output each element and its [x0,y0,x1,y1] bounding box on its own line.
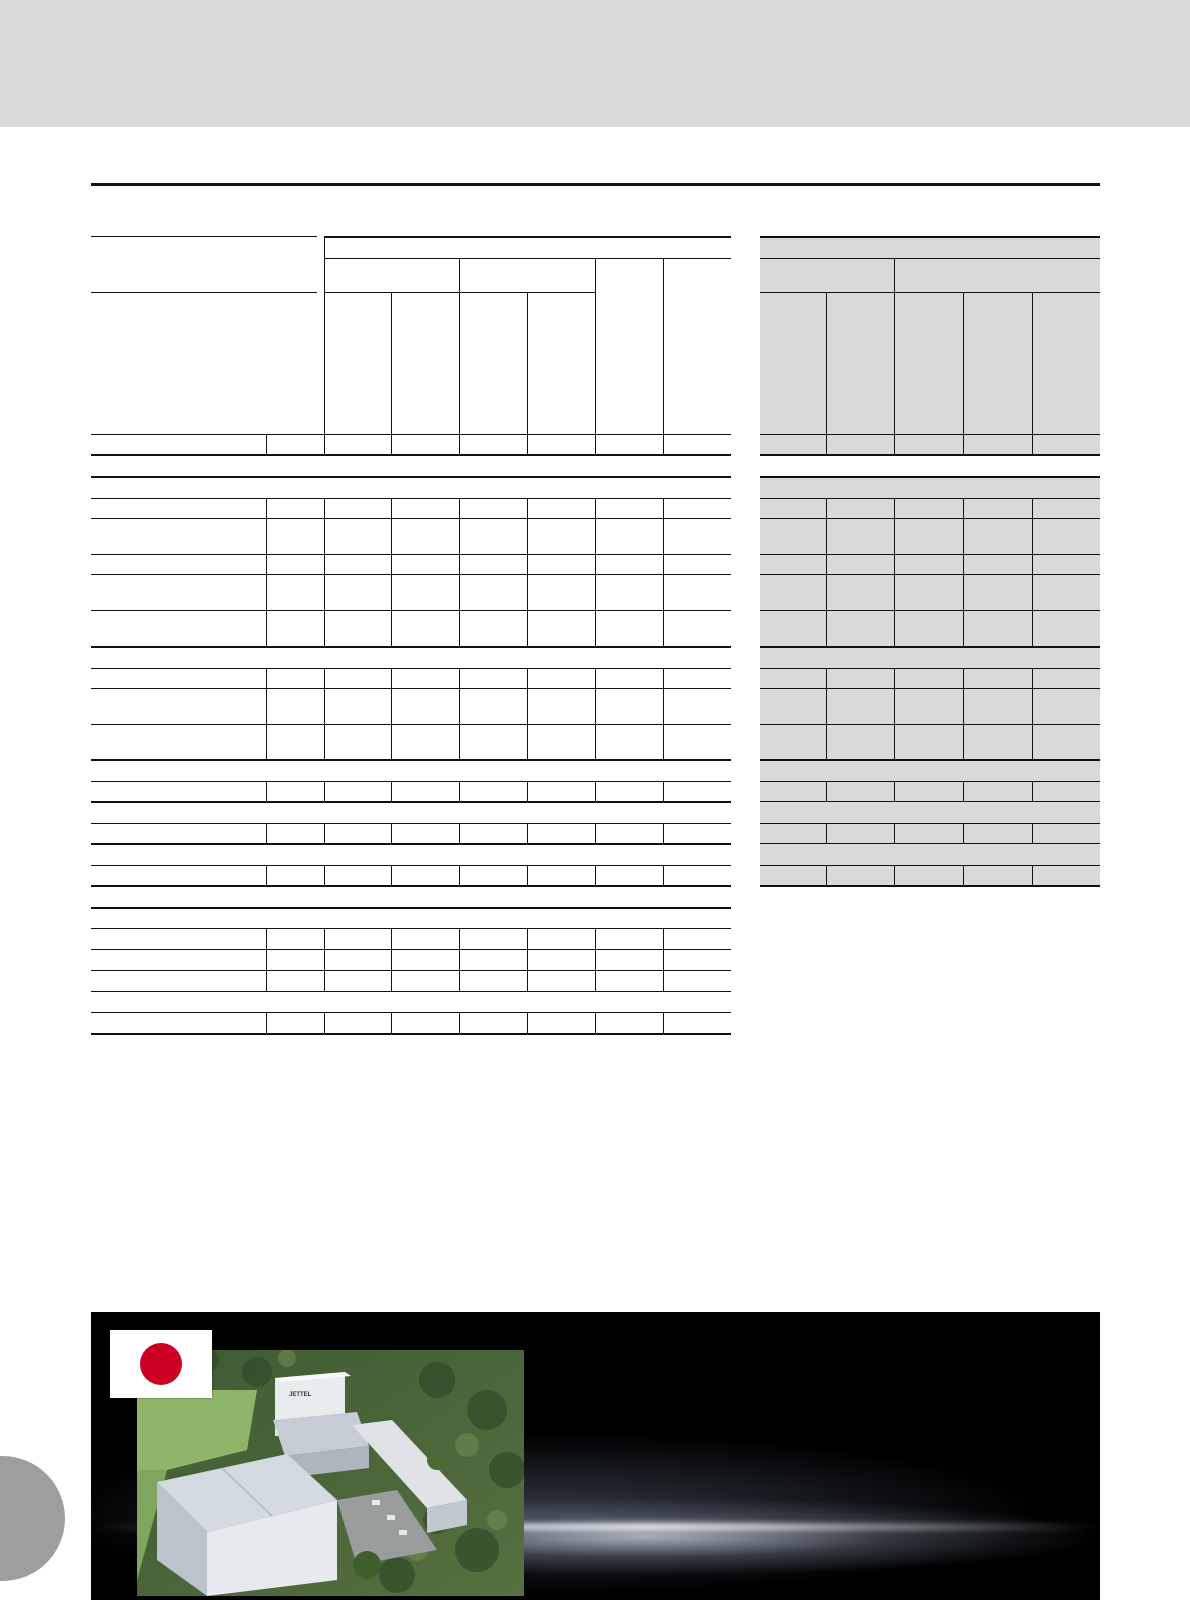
cell-divider [324,949,325,970]
cell-divider [324,865,325,885]
cell-divider [324,724,325,759]
cell-divider [527,970,528,991]
cell-divider [595,865,596,885]
cell-divider [663,865,664,885]
cell-divider [459,949,460,970]
cell-divider [324,554,325,574]
cell-divider [663,1012,664,1033]
cell-divider [1032,610,1033,646]
cell-divider [595,668,596,688]
cell-divider [1032,554,1033,574]
cell-divider [266,688,267,724]
cell-divider [894,518,895,554]
cell-divider [826,518,827,554]
cell-divider [266,949,267,970]
cell-divider [1032,724,1033,759]
cell-divider [527,554,528,574]
cell-divider [894,498,895,518]
cell-divider [663,823,664,843]
cell-divider [663,668,664,688]
cell-divider [1032,781,1033,801]
cell-divider [963,823,964,843]
cell-divider [595,1012,596,1033]
cell-divider [1032,518,1033,554]
cell-divider [459,688,460,724]
cell-divider [663,610,664,646]
cell-divider [826,554,827,574]
cell-divider [1032,688,1033,724]
cell-divider [595,949,596,970]
cell-divider [324,970,325,991]
cell-divider [963,781,964,801]
cell-divider [595,518,596,554]
cell-divider [266,554,267,574]
cell-divider [459,781,460,801]
cell-divider [663,781,664,801]
cell-divider [963,498,964,518]
cell-divider [1032,668,1033,688]
cell-divider [391,823,392,843]
cell-divider [324,1012,325,1033]
cell-divider [963,610,964,646]
cell-divider [826,688,827,724]
cell-divider [266,928,267,949]
cell-divider [826,610,827,646]
cell-divider [894,724,895,759]
cell-divider [663,949,664,970]
header-band [0,0,1190,127]
cell-divider [391,970,392,991]
cell-divider [266,970,267,991]
cell-divider [894,554,895,574]
cell-divider [266,574,267,610]
japan-flag-icon [110,1330,212,1398]
cell-divider [595,574,596,610]
cell-divider [894,574,895,610]
cell-divider [963,668,964,688]
cell-divider [459,518,460,554]
cell-divider [894,865,895,885]
cell-divider [459,574,460,610]
cell-divider [527,574,528,610]
cell-divider [1032,865,1033,885]
cell-divider [527,928,528,949]
cell-divider [595,970,596,991]
cell-divider [595,610,596,646]
cell-divider [527,498,528,518]
cell-divider [391,668,392,688]
cell-divider [595,781,596,801]
cell-divider [663,498,664,518]
cell-divider [663,724,664,759]
cell-divider [527,610,528,646]
cell-divider [266,823,267,843]
cell-divider [391,610,392,646]
cell-divider [391,518,392,554]
cell-divider [527,781,528,801]
cell-divider [663,554,664,574]
cell-divider [324,574,325,610]
cell-divider [266,1012,267,1033]
cell-divider [1032,498,1033,518]
cell-divider [894,781,895,801]
cell-divider [826,865,827,885]
cell-divider [459,1012,460,1033]
cell-divider [894,823,895,843]
cell-divider [527,1012,528,1033]
flag-disc [140,1343,182,1385]
cell-divider [595,498,596,518]
cell-divider [527,724,528,759]
cell-divider [391,781,392,801]
cell-divider [595,688,596,724]
cell-divider [894,610,895,646]
cell-divider [391,1012,392,1033]
cell-divider [826,574,827,610]
cell-divider [324,610,325,646]
cell-divider [324,668,325,688]
cell-divider [1032,574,1033,610]
cell-divider [963,574,964,610]
cell-divider [391,949,392,970]
cell-divider [266,668,267,688]
cell-divider [663,928,664,949]
cell-divider [595,724,596,759]
cell-divider [459,554,460,574]
cell-divider [663,574,664,610]
building-sign: JETTEL [289,1392,312,1398]
cell-divider [324,688,325,724]
cell-divider [459,823,460,843]
page-tab-circle [0,1456,65,1581]
cell-divider [595,554,596,574]
company-banner [91,1312,1100,1600]
cell-divider [963,518,964,554]
cell-divider [527,823,528,843]
cell-divider [894,668,895,688]
cell-divider [1032,823,1033,843]
cell-divider [459,724,460,759]
cell-divider [963,865,964,885]
cell-divider [391,928,392,949]
cell-divider [459,928,460,949]
cell-divider [391,724,392,759]
cell-divider [459,865,460,885]
cell-divider [459,498,460,518]
cell-divider [391,498,392,518]
cell-divider [266,498,267,518]
cell-divider [266,724,267,759]
cell-divider [324,781,325,801]
title-rule [91,183,1100,186]
cell-divider [894,688,895,724]
cell-divider [459,668,460,688]
cell-divider [963,724,964,759]
cell-divider [324,823,325,843]
cell-divider [391,865,392,885]
cell-divider [826,823,827,843]
cell-divider [266,865,267,885]
cell-divider [324,928,325,949]
cell-divider [324,498,325,518]
cell-divider [663,518,664,554]
cell-divider [527,688,528,724]
cell-divider [826,498,827,518]
cell-divider [459,970,460,991]
cell-divider [826,724,827,759]
cell-divider [826,668,827,688]
cell-divider [527,949,528,970]
cell-divider [527,668,528,688]
cell-divider [595,823,596,843]
cell-divider [391,554,392,574]
cell-divider [595,928,596,949]
cell-divider [391,574,392,610]
cell-divider [963,688,964,724]
cell-divider [266,518,267,554]
cell-divider [527,865,528,885]
cell-divider [663,688,664,724]
cell-divider [826,781,827,801]
cell-divider [459,610,460,646]
cell-divider [663,970,664,991]
cell-divider [266,610,267,646]
cell-divider [266,781,267,801]
cell-divider [391,688,392,724]
cell-divider [963,554,964,574]
cell-divider [324,518,325,554]
cell-divider [527,518,528,554]
